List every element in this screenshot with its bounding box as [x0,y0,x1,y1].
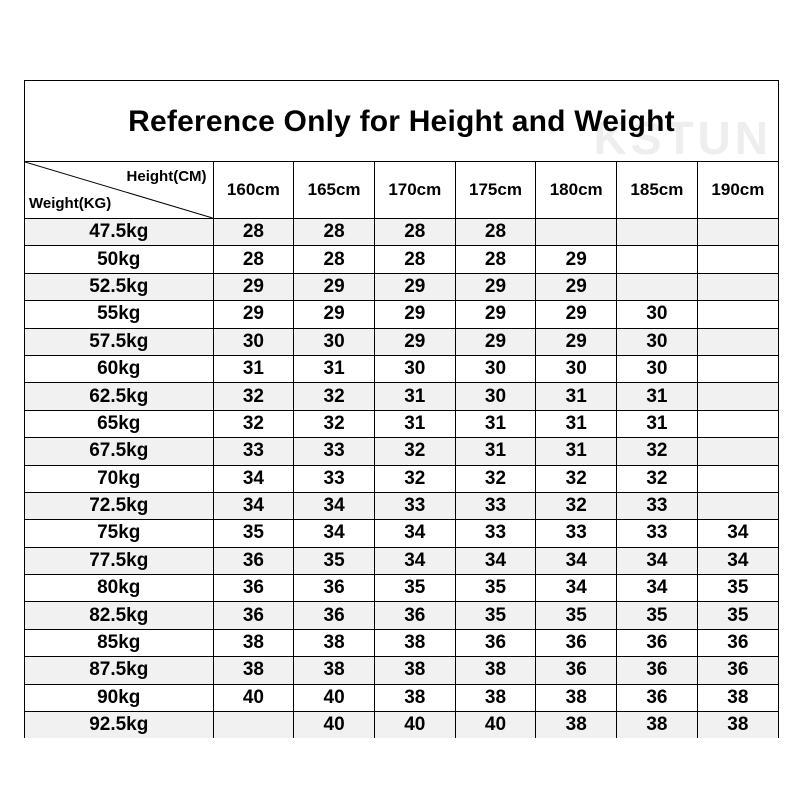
weight-cell: 85kg [25,629,213,656]
table-row [25,575,778,602]
size-cell: 30 [617,301,698,328]
size-cell: 38 [536,712,617,739]
size-cell [697,246,778,273]
weight-cell: 77.5kg [25,547,213,574]
size-cell: 35 [697,575,778,602]
size-cell: 29 [213,301,294,328]
table-row [25,465,778,492]
size-cell: 35 [697,602,778,629]
size-cell: 36 [536,657,617,684]
table-row [25,438,778,465]
size-cell: 31 [455,410,536,437]
size-cell: 35 [213,520,294,547]
weight-cell: 90kg [25,684,213,711]
weight-cell: 52.5kg [25,273,213,300]
size-cell: 29 [213,273,294,300]
size-cell: 30 [213,328,294,355]
size-cell: 38 [294,657,375,684]
size-cell: 36 [455,629,536,656]
size-chart [24,80,779,738]
size-cell: 36 [697,657,778,684]
size-cell: 38 [697,712,778,739]
weight-axis-label: Weight(KG) [29,195,112,212]
size-cell: 28 [213,219,294,246]
size-cell: 38 [294,629,375,656]
table-row [25,219,778,246]
table-row [25,712,778,739]
table-row [25,328,778,355]
size-cell [697,328,778,355]
size-cell [536,219,617,246]
size-cell [697,273,778,300]
size-cell: 33 [213,438,294,465]
height-header: 160cm [213,162,294,219]
size-cell [213,712,294,739]
size-cell: 34 [617,575,698,602]
size-cell: 33 [294,465,375,492]
title-bar [25,81,778,162]
size-cell [697,410,778,437]
size-cell: 29 [455,328,536,355]
size-cell: 36 [294,602,375,629]
size-cell: 34 [617,547,698,574]
table-row [25,684,778,711]
size-cell: 38 [374,684,455,711]
size-cell: 34 [455,547,536,574]
weight-cell: 92.5kg [25,712,213,739]
size-cell: 31 [455,438,536,465]
table-row [25,602,778,629]
size-cell: 34 [213,465,294,492]
size-cell: 40 [294,712,375,739]
size-cell: 33 [374,492,455,519]
size-cell: 31 [213,355,294,382]
size-cell: 32 [536,492,617,519]
size-cell: 40 [455,712,536,739]
size-cell: 33 [617,520,698,547]
size-cell: 35 [455,575,536,602]
size-cell: 36 [617,684,698,711]
size-cell: 34 [374,547,455,574]
size-cell: 32 [536,465,617,492]
size-cell [617,219,698,246]
table-row [25,629,778,656]
size-cell: 36 [697,629,778,656]
weight-cell: 82.5kg [25,602,213,629]
height-header: 175cm [455,162,536,219]
size-cell: 32 [374,438,455,465]
size-cell: 40 [374,712,455,739]
size-cell: 29 [374,273,455,300]
weight-cell: 72.5kg [25,492,213,519]
size-cell: 30 [294,328,375,355]
height-header: 185cm [617,162,698,219]
size-cell: 34 [213,492,294,519]
corner-cell [25,162,213,219]
weight-cell: 55kg [25,301,213,328]
size-cell: 30 [455,383,536,410]
size-cell: 28 [374,219,455,246]
size-cell: 32 [213,383,294,410]
size-cell: 28 [294,246,375,273]
size-cell: 34 [536,547,617,574]
weight-cell: 67.5kg [25,438,213,465]
weight-cell: 50kg [25,246,213,273]
size-cell: 35 [374,575,455,602]
size-cell: 34 [697,520,778,547]
table-row [25,383,778,410]
size-cell: 32 [617,465,698,492]
size-cell: 31 [536,383,617,410]
size-cell: 38 [374,657,455,684]
size-cell: 40 [213,684,294,711]
size-cell: 31 [374,410,455,437]
height-header: 190cm [697,162,778,219]
watermark: KSTUN [593,112,772,164]
size-cell: 28 [455,219,536,246]
header-row [25,162,778,219]
size-cell: 34 [536,575,617,602]
height-header: 170cm [374,162,455,219]
size-cell: 36 [617,657,698,684]
size-cell: 35 [294,547,375,574]
size-cell: 31 [536,438,617,465]
size-cell: 36 [294,575,375,602]
size-cell: 31 [617,410,698,437]
weight-cell: 47.5kg [25,219,213,246]
weight-cell: 60kg [25,355,213,382]
weight-cell: 62.5kg [25,383,213,410]
size-cell: 38 [213,657,294,684]
size-cell [697,438,778,465]
size-cell [617,273,698,300]
size-cell: 28 [213,246,294,273]
size-cell: 30 [374,355,455,382]
size-cell: 29 [294,301,375,328]
size-cell: 36 [213,602,294,629]
size-cell: 30 [536,355,617,382]
size-cell: 34 [294,520,375,547]
size-cell [697,383,778,410]
size-cell: 34 [294,492,375,519]
size-cell: 38 [374,629,455,656]
size-cell: 36 [213,575,294,602]
height-axis-label: Height(CM) [126,168,207,185]
size-cell: 29 [536,328,617,355]
size-cell: 31 [374,383,455,410]
size-cell: 32 [617,438,698,465]
size-cell: 32 [294,383,375,410]
size-cell [617,246,698,273]
size-cell: 33 [455,492,536,519]
size-cell [697,465,778,492]
table-row [25,520,778,547]
size-table [25,162,778,738]
size-cell: 33 [455,520,536,547]
size-cell: 29 [455,301,536,328]
size-cell: 38 [455,657,536,684]
size-cell: 35 [617,602,698,629]
size-cell: 30 [617,355,698,382]
weight-cell: 65kg [25,410,213,437]
size-cell: 29 [455,273,536,300]
weight-cell: 80kg [25,575,213,602]
size-cell: 34 [374,520,455,547]
size-cell: 28 [455,246,536,273]
size-cell: 40 [294,684,375,711]
size-cell [697,219,778,246]
size-cell: 28 [294,219,375,246]
size-cell: 28 [374,246,455,273]
size-cell: 38 [697,684,778,711]
table-row [25,355,778,382]
size-cell [697,355,778,382]
size-cell: 32 [213,410,294,437]
height-header: 180cm [536,162,617,219]
size-cell: 32 [294,410,375,437]
table-row [25,273,778,300]
height-header: 165cm [294,162,375,219]
page-title: Reference Only for Height and Weight [128,105,675,138]
size-cell: 38 [455,684,536,711]
size-cell: 29 [374,328,455,355]
size-cell: 35 [536,602,617,629]
size-cell: 29 [294,273,375,300]
weight-cell: 87.5kg [25,657,213,684]
table-row [25,492,778,519]
size-cell: 38 [617,712,698,739]
size-cell [697,301,778,328]
table-row [25,301,778,328]
size-cell: 33 [617,492,698,519]
size-cell: 36 [536,629,617,656]
size-cell: 33 [536,520,617,547]
size-cell: 31 [617,383,698,410]
size-cell: 35 [455,602,536,629]
size-cell [697,492,778,519]
size-cell: 29 [536,301,617,328]
size-cell: 31 [536,410,617,437]
size-cell: 36 [617,629,698,656]
size-cell: 30 [617,328,698,355]
size-cell: 34 [697,547,778,574]
size-cell: 29 [374,301,455,328]
size-cell: 33 [294,438,375,465]
table-row [25,246,778,273]
size-cell: 31 [294,355,375,382]
table-row [25,547,778,574]
size-cell: 38 [213,629,294,656]
size-cell: 38 [536,684,617,711]
table-body [25,219,778,739]
table-row [25,410,778,437]
size-cell: 36 [374,602,455,629]
size-cell: 30 [455,355,536,382]
size-cell: 36 [213,547,294,574]
table-row [25,657,778,684]
size-cell: 32 [374,465,455,492]
weight-cell: 70kg [25,465,213,492]
size-cell: 32 [455,465,536,492]
size-cell: 29 [536,246,617,273]
size-cell: 29 [536,273,617,300]
weight-cell: 57.5kg [25,328,213,355]
weight-cell: 75kg [25,520,213,547]
